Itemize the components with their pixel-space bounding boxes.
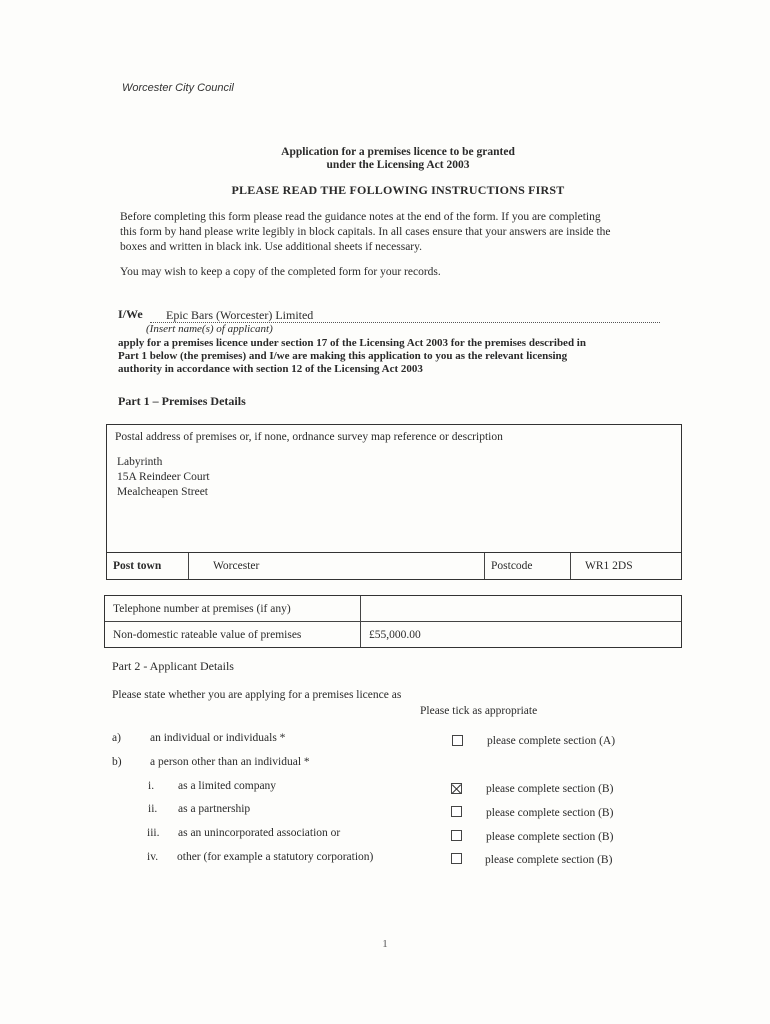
post-row (107, 552, 681, 579)
applicant-hint: (Insert name(s) of applicant) (146, 323, 273, 335)
option-i-label: as a limited company (178, 780, 277, 792)
option-ii-note: please complete section (B) (486, 807, 614, 819)
apply-line3: authority in accordance with section 12 of the Licensing Act 2003 (118, 363, 423, 375)
page-number: 1 (382, 938, 388, 950)
option-i-note: please complete section (B) (486, 783, 614, 795)
telephone-field[interactable] (361, 596, 681, 621)
option-i-marker: i. (148, 780, 155, 792)
premises-address-box (106, 424, 682, 580)
part1-heading: Part 1 – Premises Details (118, 394, 246, 408)
telephone-row (105, 596, 681, 622)
post-town-field[interactable]: Worcester (189, 553, 485, 579)
intro-line2: this form by hand please write legibly in block capitals. In all cases ensure that your answers are inside the (120, 226, 611, 238)
option-iv-label: other (for example a statutory corporation) (177, 851, 374, 863)
intro-line1: Before completing this form please read the guidance notes at the end of the form. If you are completing (120, 211, 601, 223)
intro-line3: boxes and written in black ink. Use additional sheets if necessary. (120, 241, 423, 253)
option-iii-checkbox[interactable] (451, 830, 462, 841)
post-town-label: Post town (107, 553, 189, 579)
telephone-label: Telephone number at premises (if any) (105, 596, 361, 621)
address-label: Postal address of premises or, if none, ordnance survey map reference or description (115, 431, 503, 443)
copy-note: You may wish to keep a copy of the completed form for your records. (120, 266, 441, 278)
option-iv-checkbox[interactable] (451, 853, 462, 864)
address-line3: Mealcheapen Street (117, 486, 208, 498)
part2-heading: Part 2 - Applicant Details (112, 659, 234, 673)
option-a-marker: a) (112, 732, 121, 744)
applicant-label: I/We (118, 307, 143, 321)
option-iii-label: as an unincorporated association or (178, 827, 341, 839)
apply-statement (118, 337, 678, 376)
applicant-name-field[interactable]: Epic Bars (Worcester) Limited (150, 308, 660, 323)
option-ii-label: as a partnership (178, 803, 251, 815)
rateable-field[interactable]: £55,000.00 (369, 628, 421, 641)
tick-instruction: Please tick as appropriate (420, 705, 538, 717)
address-line1: Labyrinth (117, 456, 163, 468)
option-a-checkbox[interactable] (452, 735, 463, 746)
option-i-checkbox[interactable] (451, 783, 462, 794)
instructions-heading: PLEASE READ THE FOLLOWING INSTRUCTIONS FIRST (231, 183, 565, 197)
council-name: Worcester City Council (122, 82, 234, 94)
option-iv-note: please complete section (B) (485, 854, 613, 866)
form-title-line2: under the Licensing Act 2003 (326, 159, 470, 171)
option-ii-checkbox[interactable] (451, 806, 462, 817)
apply-line1: apply for a premises licence under section 17 of the Licensing Act 2003 for the premises described in (118, 337, 586, 349)
option-iii-marker: iii. (147, 827, 160, 839)
address-field[interactable] (117, 455, 210, 500)
rateable-row (105, 622, 681, 647)
option-iii-note: please complete section (B) (486, 831, 614, 843)
address-line2: 15A Reindeer Court (117, 471, 210, 483)
option-iv-marker: iv. (147, 851, 159, 863)
intro-paragraph (120, 210, 680, 255)
form-title (0, 146, 770, 172)
postcode-label: Postcode (485, 553, 571, 579)
applicant-type-question: Please state whether you are applying for a premises licence as (112, 689, 402, 701)
form-title-line1: Application for a premises licence to be granted (281, 146, 515, 158)
apply-line2: Part 1 below (the premises) and I/we are making this application to you as the relevant licensing (118, 350, 568, 362)
option-b-marker: b) (112, 756, 122, 768)
postcode-field[interactable]: WR1 2DS (585, 560, 633, 572)
option-ii-marker: ii. (148, 803, 158, 815)
premises-info-table (104, 595, 682, 648)
option-a-note: please complete section (A) (487, 735, 616, 747)
option-b-label: a person other than an individual * (150, 756, 310, 768)
rateable-label: Non-domestic rateable value of premises (105, 622, 361, 647)
option-a-label: an individual or individuals * (150, 732, 286, 744)
